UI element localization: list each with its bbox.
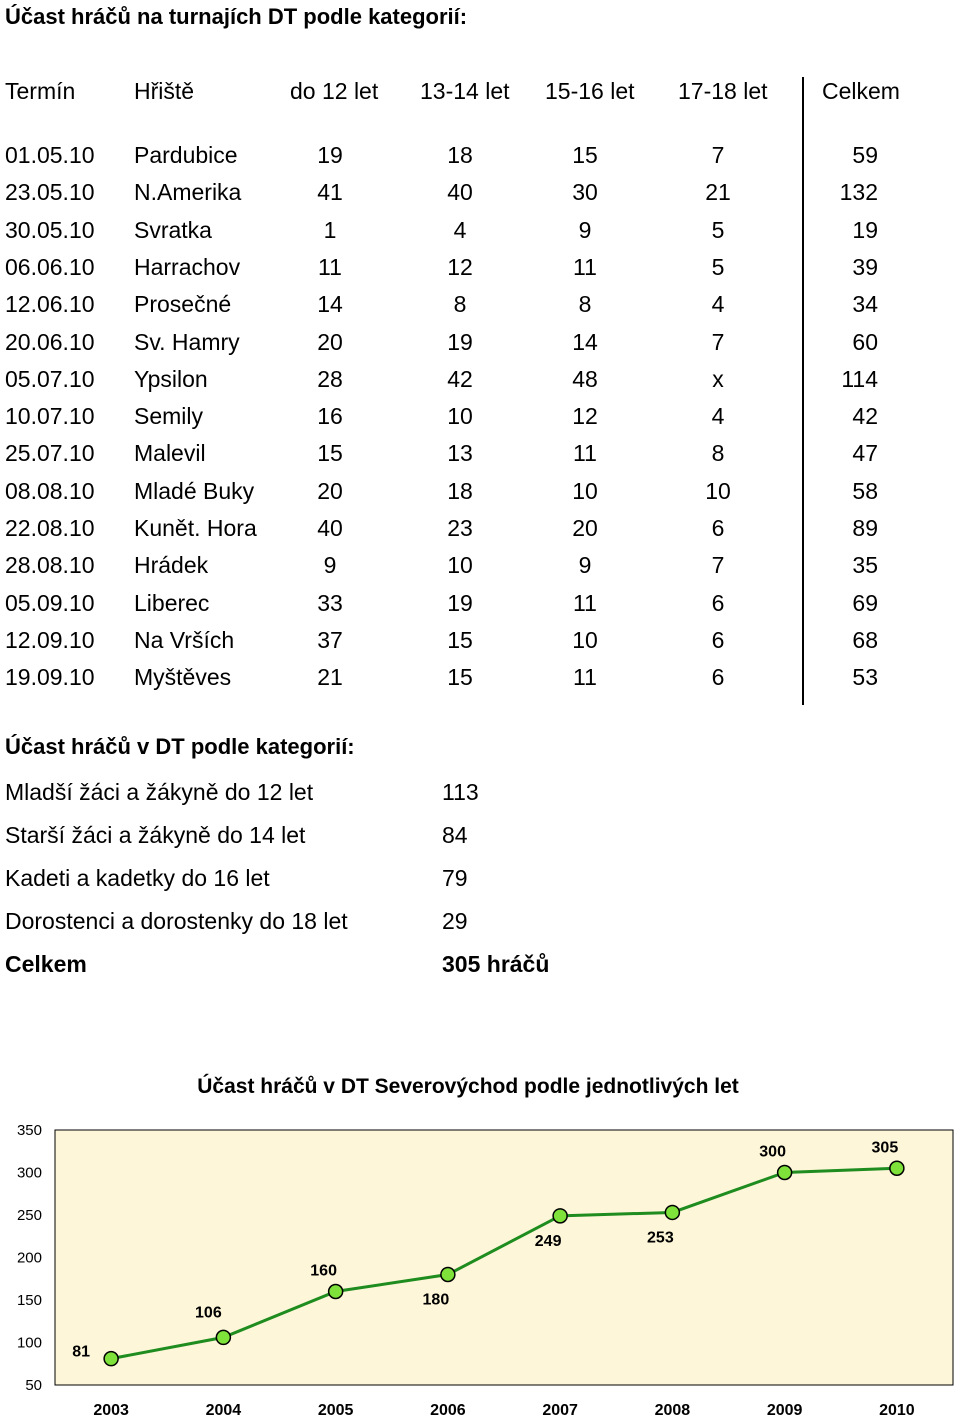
data-point xyxy=(778,1166,792,1180)
table-cell: 16 xyxy=(317,403,343,430)
data-point xyxy=(329,1285,343,1299)
table-cell: 18 xyxy=(447,477,473,504)
table-cell: 11 xyxy=(318,253,342,280)
table-cell: 14 xyxy=(317,291,343,318)
table-cell: 10 xyxy=(572,626,598,653)
data-point xyxy=(665,1205,679,1219)
table-cell: 10 xyxy=(705,477,731,504)
table-divider xyxy=(802,77,804,705)
table-cell: N.Amerika xyxy=(134,179,242,206)
table-cell: 15 xyxy=(447,664,473,691)
table-cell: 28 xyxy=(317,365,343,392)
table-header-cell: 15-16 let xyxy=(545,78,635,104)
table-cell: 08.08.10 xyxy=(5,477,95,504)
table-cell: 8 xyxy=(578,291,592,318)
data-point xyxy=(890,1161,904,1175)
table-cell: 53 xyxy=(852,664,878,691)
table-cell: 10.07.10 xyxy=(5,403,95,430)
table-cell: 21 xyxy=(317,664,343,691)
table-cell: 42 xyxy=(447,365,473,392)
table-cell: Liberec xyxy=(134,589,210,616)
table-cell: 19.09.10 xyxy=(5,664,95,691)
x-tick-label: 2008 xyxy=(654,1402,691,1419)
table-cell: 30 xyxy=(572,179,598,206)
table-cell: 9 xyxy=(323,552,337,579)
data-point xyxy=(104,1352,118,1366)
table-cell: 89 xyxy=(852,515,878,541)
table-cell: 42 xyxy=(852,403,878,430)
table-cell: 33 xyxy=(317,589,343,616)
y-tick-label: 250 xyxy=(16,1207,42,1224)
table-cell: 47 xyxy=(852,440,878,467)
table-cell: 05.07.10 xyxy=(5,365,95,392)
table-header-cell: Hřiště xyxy=(134,78,195,104)
table-cell: 21 xyxy=(705,179,731,206)
table-header-cell: 13-14 let xyxy=(420,78,510,104)
x-tick-label: 2005 xyxy=(317,1402,354,1419)
table-cell: 23.05.10 xyxy=(5,179,95,206)
data-label: 305 xyxy=(871,1139,899,1157)
x-tick-label: 2007 xyxy=(542,1402,578,1419)
table-cell: 14 xyxy=(572,328,598,355)
data-label: 249 xyxy=(534,1232,562,1250)
table-cell: 6 xyxy=(711,589,725,616)
table-cell: 11 xyxy=(573,589,597,616)
table-cell: 11 xyxy=(573,440,597,467)
table-cell: 59 xyxy=(852,142,878,168)
x-tick-label: 2003 xyxy=(93,1402,129,1419)
table-cell: 8 xyxy=(711,440,725,467)
table-cell: 12 xyxy=(572,403,598,430)
y-tick-label: 350 xyxy=(16,1122,42,1139)
summary-value: 29 xyxy=(442,908,468,934)
table-cell: 68 xyxy=(852,626,878,653)
table-cell: 114 xyxy=(841,365,878,392)
chart-title: Účast hráčů v DT Severovýchod podle jednotlivých let xyxy=(197,1075,739,1098)
page-heading: Účast hráčů na turnajích DT podle kategorií: xyxy=(5,4,468,29)
table-cell: 6 xyxy=(711,664,725,691)
table-cell: 10 xyxy=(447,552,473,579)
table-cell: 18 xyxy=(447,142,473,168)
table-header-cell: do 12 let xyxy=(290,78,379,104)
table-cell: Myštěves xyxy=(134,664,232,691)
table-cell: 19 xyxy=(852,216,878,243)
summary-value: 79 xyxy=(442,865,468,891)
table-cell: 15 xyxy=(447,626,473,653)
y-axis xyxy=(17,1122,42,1394)
table-cell: Prosečné xyxy=(134,291,232,318)
data-label: 106 xyxy=(195,1304,222,1322)
table-cell: 28.08.10 xyxy=(5,552,95,579)
table-cell: 4 xyxy=(453,216,467,243)
table-cell: 19 xyxy=(317,142,343,168)
y-tick-label: 150 xyxy=(16,1292,42,1309)
table-cell: 11 xyxy=(573,664,597,691)
table-cell: 20 xyxy=(317,328,343,355)
table-cell: 9 xyxy=(578,216,592,243)
data-label: 253 xyxy=(647,1229,674,1247)
table-cell: Semily xyxy=(134,403,204,430)
table-cell: 6 xyxy=(711,626,725,653)
table-cell: Sv. Hamry xyxy=(134,328,240,355)
table-cell: 12.06.10 xyxy=(5,291,95,318)
x-tick-label: 2004 xyxy=(205,1402,242,1419)
table-cell: 4 xyxy=(711,291,725,318)
table-cell: 34 xyxy=(852,291,878,318)
table-cell: 5 xyxy=(711,253,725,280)
table-cell: 40 xyxy=(447,179,473,206)
table-cell: 5 xyxy=(711,216,725,243)
table-cell: Na Vrších xyxy=(134,626,235,653)
table-cell: 7 xyxy=(711,328,725,355)
y-tick-label: 300 xyxy=(16,1164,42,1182)
table-cell: 132 xyxy=(839,179,878,206)
data-label: 81 xyxy=(72,1343,91,1361)
x-tick-label: 2006 xyxy=(430,1402,466,1419)
table-cell: Pardubice xyxy=(134,142,238,168)
table-cell: Hrádek xyxy=(134,552,209,579)
table-cell: 19 xyxy=(447,328,473,355)
plot-area xyxy=(55,1130,953,1385)
table-cell: 25.07.10 xyxy=(5,440,95,467)
x-axis xyxy=(93,1402,914,1419)
summary-label: Starší žáci a žákyně do 14 let xyxy=(5,822,306,848)
y-tick-label: 100 xyxy=(16,1334,42,1352)
summary-value: 305 hráčů xyxy=(442,951,550,977)
x-tick-label: 2010 xyxy=(879,1402,915,1419)
table-cell: 7 xyxy=(711,142,725,168)
table-cell: 12.09.10 xyxy=(5,626,95,653)
table-cell: 8 xyxy=(453,291,467,318)
table-cell: 6 xyxy=(711,515,725,541)
table-cell: 20 xyxy=(572,515,598,541)
table-cell: 06.06.10 xyxy=(5,253,95,280)
table-cell: Mladé Buky xyxy=(134,477,255,504)
table-cell: 10 xyxy=(447,403,473,430)
table-cell: 22.08.10 xyxy=(5,515,95,541)
summary-label: Mladší žáci a žákyně do 12 let xyxy=(5,779,314,805)
y-tick-label: 200 xyxy=(16,1249,42,1267)
table-cell: 15 xyxy=(572,142,598,168)
table-cell: 1 xyxy=(323,216,337,243)
data-point xyxy=(553,1209,567,1223)
summary-label: Dorostenci a dorostenky do 18 let xyxy=(5,908,348,934)
participation-chart xyxy=(0,1040,960,1420)
summary-value: 113 xyxy=(442,779,479,805)
data-label: 180 xyxy=(422,1291,450,1309)
table-cell: 10 xyxy=(572,477,598,504)
table-cell: 37 xyxy=(317,626,343,653)
summary-label: Kadeti a kadetky do 16 let xyxy=(5,865,270,891)
table-cell: Svratka xyxy=(134,216,212,243)
data-label: 160 xyxy=(310,1262,337,1280)
table-cell: 60 xyxy=(852,328,878,355)
table-cell: 13 xyxy=(447,440,473,467)
data-label: 300 xyxy=(759,1143,786,1161)
table-header-cell: Celkem xyxy=(822,78,900,104)
data-point xyxy=(216,1330,230,1344)
table-cell: 05.09.10 xyxy=(5,589,95,616)
table-cell: 4 xyxy=(711,403,725,430)
table-cell: 39 xyxy=(852,253,878,280)
summary-label: Celkem xyxy=(5,951,87,977)
table-cell: 19 xyxy=(447,589,473,616)
table-cell: Ypsilon xyxy=(134,365,208,392)
table-cell: 48 xyxy=(572,365,598,392)
table-cell: x xyxy=(712,365,724,392)
data-point xyxy=(441,1268,455,1282)
table-cell: 9 xyxy=(578,552,592,579)
table-cell: 69 xyxy=(852,589,878,616)
table-cell: Malevil xyxy=(134,440,206,467)
table-cell: 7 xyxy=(711,552,725,579)
table-cell: 11 xyxy=(573,253,597,280)
table-cell: 20.06.10 xyxy=(5,328,95,355)
summary-value: 84 xyxy=(442,822,468,848)
table-cell: Kunět. Hora xyxy=(134,515,257,541)
table-cell: 01.05.10 xyxy=(5,142,95,168)
table-cell: 20 xyxy=(317,477,343,504)
table-cell: 30.05.10 xyxy=(5,216,95,243)
table-cell: 23 xyxy=(447,515,473,541)
x-tick-label: 2009 xyxy=(766,1402,803,1419)
table-cell: 40 xyxy=(317,515,343,541)
table-cell: 35 xyxy=(852,552,878,579)
table-cell: 12 xyxy=(447,253,473,280)
table-cell: 15 xyxy=(317,440,343,467)
table-header-cell: Termín xyxy=(5,78,76,104)
table-cell: 58 xyxy=(852,477,878,504)
table-cell: Harrachov xyxy=(134,253,241,280)
y-tick-label: 50 xyxy=(25,1377,42,1394)
table-cell: 41 xyxy=(317,179,343,206)
table-header-cell: 17-18 let xyxy=(678,78,768,104)
summary-title: Účast hráčů v DT podle kategorií: xyxy=(5,734,355,759)
